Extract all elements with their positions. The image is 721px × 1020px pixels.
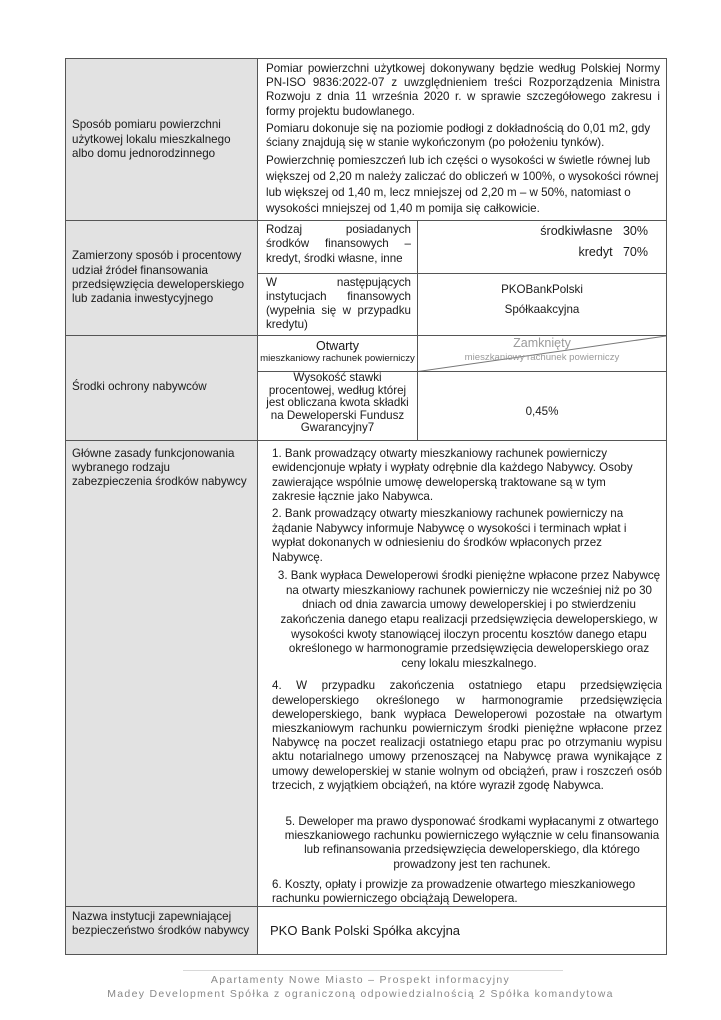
row-label xyxy=(66,221,258,335)
institution-label: Nazwa instytucji zapewniającej bezpieczeństwo środków nabywcy xyxy=(72,910,250,938)
table-row-protection xyxy=(66,335,667,440)
measurement-content xyxy=(258,59,667,221)
row-label xyxy=(66,907,258,955)
table-row-principles xyxy=(66,440,667,907)
institution-content xyxy=(258,907,667,955)
institutions-label: W następujących instytucjach finansowych (wypełnia się w przypadku kredytu) xyxy=(266,275,411,332)
financing-subtable xyxy=(258,221,666,334)
principle-item: 6. Koszty, opłaty i prowizje za prowadzenie otwartego mieszkaniowego rachunku powierniczego obciążają Dewelopera. xyxy=(272,877,636,906)
row-label xyxy=(66,335,258,440)
principle-item: 1. Bank prowadzący otwarty mieszkaniowy rachunek powierniczy ewidencjonuje wpłaty i wypłaty odrębnie dla każdego Nabywcy. Osoby zawierające wspólnie umowę deweloperską traktowane są w tym zakresie łącznie jako Nabywca. xyxy=(272,446,633,504)
measurement-paragraph: Powierzchnię pomieszczeń lub ich części o wysokości w świetle równej lub większej od 2,20 m należy zaliczać do obliczeń w 100%, o wysokości równej lub większej od 1,40 m, lecz mniejszej od 2,20 m – w 50%, natomiast o wysokości mniejszej od 1,40 m pomija się całkowicie. xyxy=(266,154,659,216)
rate-label-cell xyxy=(258,372,418,440)
prospectus-table xyxy=(65,58,667,955)
institution-value: PKO Bank Polski Spółka akcyjna xyxy=(270,922,461,938)
own-funds-label: środkiwłasne xyxy=(540,224,613,239)
principle-item: 4. W przypadku zakończenia ostatniego etapu przedsięwzięcia deweloperskiego określonego w harmonogramie przedsięwzięcia deweloperskiego, bank wypłaca Deweloperowi pozostałe na otwartym mieszkaniowym rachunku powierniczym środki pieniężne wpłacone przez Nabywcę na poczet realizacji ostatniego etapu prac po otrzymaniu wypisu aktu notarialnego umowy przenoszącej na Nabywcę prawa wynikające z umowy deweloperskiej w stanie wolnym od obciążeń, praw i roszczeń osób trzecich, z wyjątkiem obciążeń, na które wyraził zgodę Nabywca. xyxy=(272,679,662,792)
credit-line xyxy=(426,244,652,261)
institution-line: Spółkaakcyjna xyxy=(504,302,580,316)
financing-content xyxy=(258,221,667,335)
sources-values-cell xyxy=(418,221,667,273)
principle-item: 3. Bank wypłaca Deweloperowi środki pieniężne wpłacone przez Nabywcę na otwarty mieszkaniowy rachunek powierniczy nie wcześniej niż po 30 dniach od dnia zawarcia umowy deweloperskiej i po stwierdzeniu zakończenia danego etapu realizacji przedsięwzięcia deweloperskiego, w wysokości kwoty stanowiącej iloczyn procentu kosztów danego etapu określonego w harmonogramie przedsięwzięcia deweloperskiego oraz ceny lokalu mieszkalnego. xyxy=(277,569,661,670)
row-label xyxy=(66,440,258,907)
open-account-sub: mieszkaniowy rachunek powierniczy xyxy=(260,352,415,364)
footer-title: Apartamenty Nowe Miasto – Prospekt informacyjny xyxy=(210,974,511,986)
sources-label: Rodzaj posiadanych środków finansowych – kredyt, środki własne, inne xyxy=(266,223,411,265)
measurement-paragraph: Pomiaru dokonuje się na poziomie podłogi z dokładnością do 0,01 m2, gdy ściany znajdują się w stanie wykończonym (po położeniu tynków). xyxy=(266,121,651,150)
own-funds-pct: 30% xyxy=(622,224,648,239)
closed-account-title: Zamknięty xyxy=(513,335,571,350)
closed-account-sub: mieszkaniowy rachunek powierniczy xyxy=(464,351,620,363)
protection-subtable xyxy=(258,336,666,440)
financing-label: Zamierzony sposób i procentowy udział źródeł finansowania przedsięwzięcia deweloperskiego lub zadania inwestycyjnego xyxy=(72,249,245,306)
rate-value: 0,45% xyxy=(525,404,559,418)
institutions-value-cell xyxy=(418,273,667,334)
sources-label-cell xyxy=(258,221,418,273)
table-row-measurement xyxy=(66,59,667,221)
open-account-cell xyxy=(258,336,418,372)
measurement-paragraph: Pomiar powierzchni użytkowej dokonywany będzie według Polskiej Normy PN-ISO 9836:2022-07 z uwzględnieniem treści Rozporządzenia Ministra Rozwoju z dnia 11 września 2020 r. w sprawie szczegółowego zakresu i formy projektu budowlanego. xyxy=(266,62,660,118)
institution-line: PKOBankPolski xyxy=(501,282,583,296)
principle-item: 2. Bank prowadzący otwarty mieszkaniowy rachunek powierniczy na żądanie Nabywcy informuje Nabywcę o wysokości i terminach wpłat i wypłat dokonanych w odniesieniu do środków wpłaconych przez Nabywcę. xyxy=(272,506,627,564)
protection-label: Środki ochrony nabywców xyxy=(72,380,207,394)
principles-label: Główne zasady funkcjonowania wybranego rodzaju zabezpieczenia środków nabywcy xyxy=(72,446,247,488)
own-funds-line xyxy=(426,223,652,240)
open-account-title: Otwarty xyxy=(315,338,360,353)
credit-pct: 70% xyxy=(622,245,648,260)
footer-company: Madey Development Spółka z ograniczoną odpowiedzialnością 2 Spółka komandytowa xyxy=(107,988,614,1000)
credit-label: kredyt xyxy=(578,245,613,260)
rate-label: Wysokość stawki procentowej, według której jest obliczana kwota składki na Deweloperski Fundusz Gwarancyjny7 xyxy=(266,371,409,435)
institutions-label-cell xyxy=(258,273,418,334)
closed-account-cell xyxy=(418,336,667,372)
protection-content xyxy=(258,335,667,440)
principle-item: 5. Deweloper ma prawo dysponować środkami wypłacanymi z otwartego mieszkaniowego rachunku powierniczego wyłącznie w celu finansowania lub refinansowania przedsięwzięcia deweloperskiego, dla którego prowadzony jest ten rachunek. xyxy=(284,815,660,871)
table-row-financing xyxy=(66,221,667,335)
table-row-institution xyxy=(66,907,667,955)
rate-value-cell xyxy=(418,372,667,440)
measurement-label: Sposób pomiaru powierzchni użytkowej lokalu mieszkalnego albo domu jednorodzinnego xyxy=(72,118,231,160)
footer-divider xyxy=(183,970,563,971)
row-label xyxy=(66,59,258,221)
principles-content xyxy=(258,440,667,907)
